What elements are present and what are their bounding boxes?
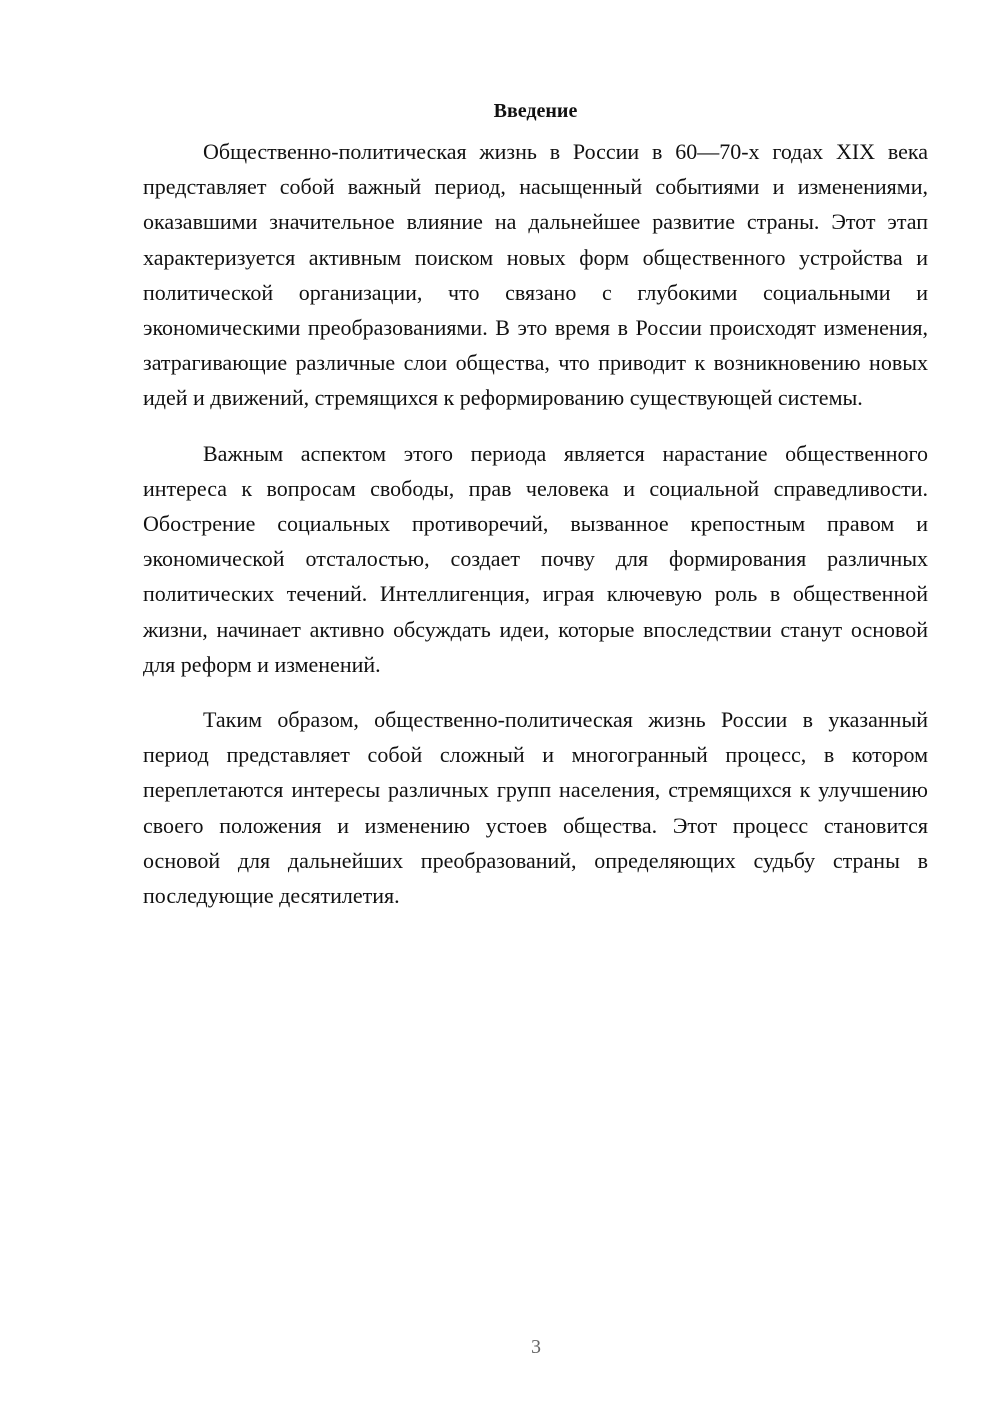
- paragraph-1: Общественно-политическая жизнь в России в 60—70-х годах XIX века представляет собой важный период, насыщенный событиями и изменениями, оказавшими значительное влияние на дальнейшее развитие страны. Этот этап характеризуется активным поиском новых форм общественного устройства и политической организации, что связано с глубокими социальными и экономическими преобразованиями. В это время в России происходят изменения, затрагивающие различные слои общества, что приводит к возникновению новых идей и движений, стремящихся к реформированию существующей системы.: [143, 139, 928, 411]
- paragraph-2: Важным аспектом этого периода является нарастание общественного интереса к вопросам свободы, прав человека и социальной справедливости. Обострение социальных противоречий, вызванное крепостным правом и экономической отсталостью, создает почву для формирования различных политических течений. Интеллигенция, играя ключевую роль в общественной жизни, начинает активно обсуждать идеи, которые впоследствии станут основой для реформ и изменений.: [143, 440, 928, 677]
- section-title: Введение: [493, 100, 578, 122]
- page-content: [143, 96, 928, 913]
- page-number: 3: [531, 1336, 541, 1358]
- paragraph-3: Таким образом, общественно-политическая жизнь России в указанный период представляет собой сложный и многогранный процесс, в котором переплетаются интересы различных групп населения, стремящихся к улучшению своего положения и изменению устоев общества. Этот процесс становится основой для дальнейших преобразований, определяющих судьбу страны в последующие десятилетия.: [143, 707, 928, 909]
